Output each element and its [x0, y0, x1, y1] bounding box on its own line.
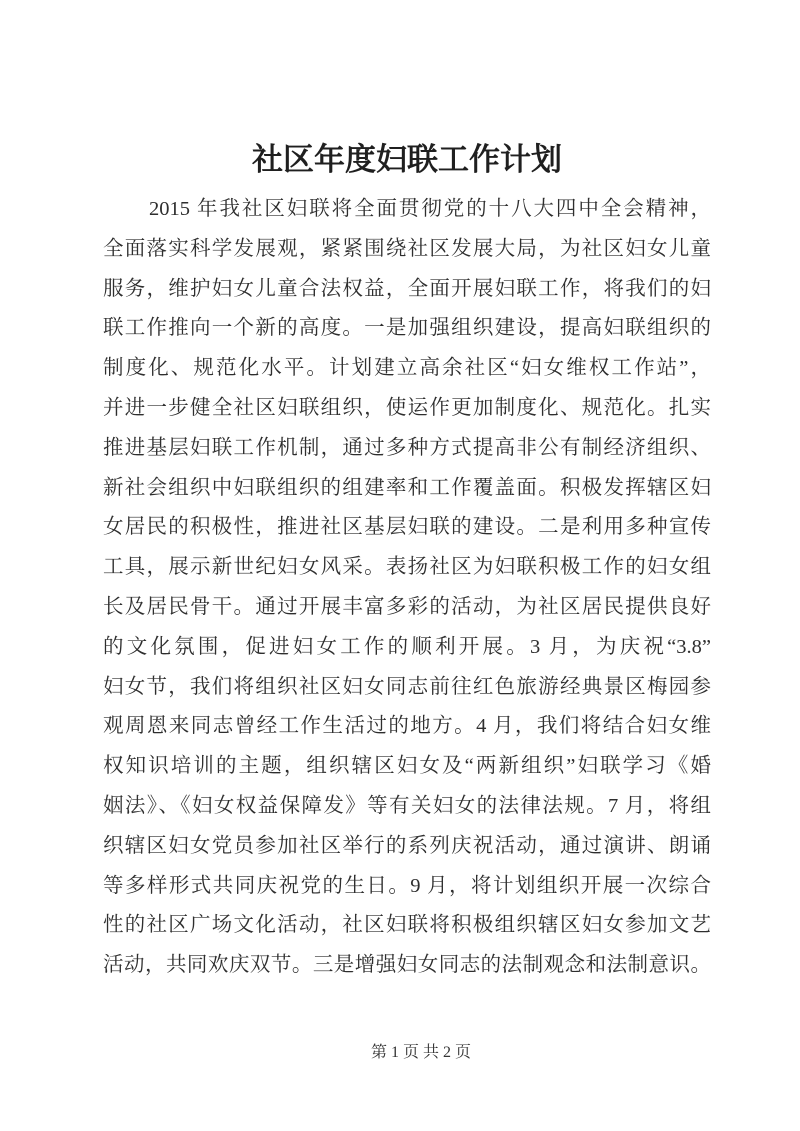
body-text-line: 全面落实科学发展观，紧紧围绕社区发展大局，为社区妇女儿童	[103, 237, 711, 260]
body-text-line: 权知识培训的主题，组织辖区妇女及“两新组织”妇联学习《婚	[103, 755, 711, 778]
body-text-line: 等多样形式共同庆祝党的生日。9 月，将计划组织开展一次综合	[103, 874, 711, 897]
body-text-line: 性的社区广场文化活动，社区妇联将积极组织辖区妇女参加文艺	[103, 914, 711, 937]
document-title: 社区年度妇联工作计划	[252, 142, 562, 177]
body-text-line: 联工作推向一个新的高度。一是加强组织建设，提高妇联组织的	[103, 317, 711, 340]
page-number-text: 第 1 页 共 2 页	[370, 1044, 471, 1061]
body-text-line: 长及居民骨干。通过开展丰富多彩的活动，为社区居民提供良好	[103, 595, 711, 618]
body-text-line: 工具，展示新世纪妇女风采。表扬社区为妇联积极工作的妇女组	[103, 556, 711, 579]
body-text-line: 服务，维护妇女儿童合法权益，全面开展妇联工作，将我们的妇	[103, 277, 711, 300]
body-text-line: 新社会组织中妇联组织的组建率和工作覆盖面。积极发挥辖区妇	[103, 476, 711, 499]
body-text-line: 观周恩来同志曾经工作生活过的地方。4 月，我们将结合妇女维	[103, 715, 711, 738]
body-text-line: 2015 年我社区妇联将全面贯彻党的十八大四中全会精神，	[149, 198, 711, 220]
body-text-line: 女居民的积极性，推进社区基层妇联的建设。二是利用多种宣传	[103, 516, 711, 539]
body-text-line: 活动，共同欢庆双节。三是增强妇女同志的法制观念和法制意识。	[103, 954, 711, 977]
body-text-line: 制度化、规范化水平。计划建立高余社区“妇女维权工作站”，	[103, 357, 711, 380]
body-text-line: 姻法》、《妇女权益保障发》等有关妇女的法律法规。7 月，将组	[103, 794, 711, 817]
page-footer	[103, 1038, 711, 1068]
body-text-line: 的文化氛围，促进妇女工作的顺利开展。3 月，为庆祝“3.8”	[103, 635, 711, 658]
body-text-line: 推进基层妇联工作机制，通过多种方式提高非公有制经济组织、	[103, 436, 711, 459]
body-text-line: 妇女节，我们将组织社区妇女同志前往红色旅游经典景区梅园参	[103, 675, 711, 698]
body-text-line: 并进一步健全社区妇联组织，使运作更加制度化、规范化。扎实	[103, 396, 711, 419]
document-body	[103, 190, 711, 986]
body-text-line: 织辖区妇女党员参加社区举行的系列庆祝活动，通过演讲、朗诵	[103, 834, 711, 857]
